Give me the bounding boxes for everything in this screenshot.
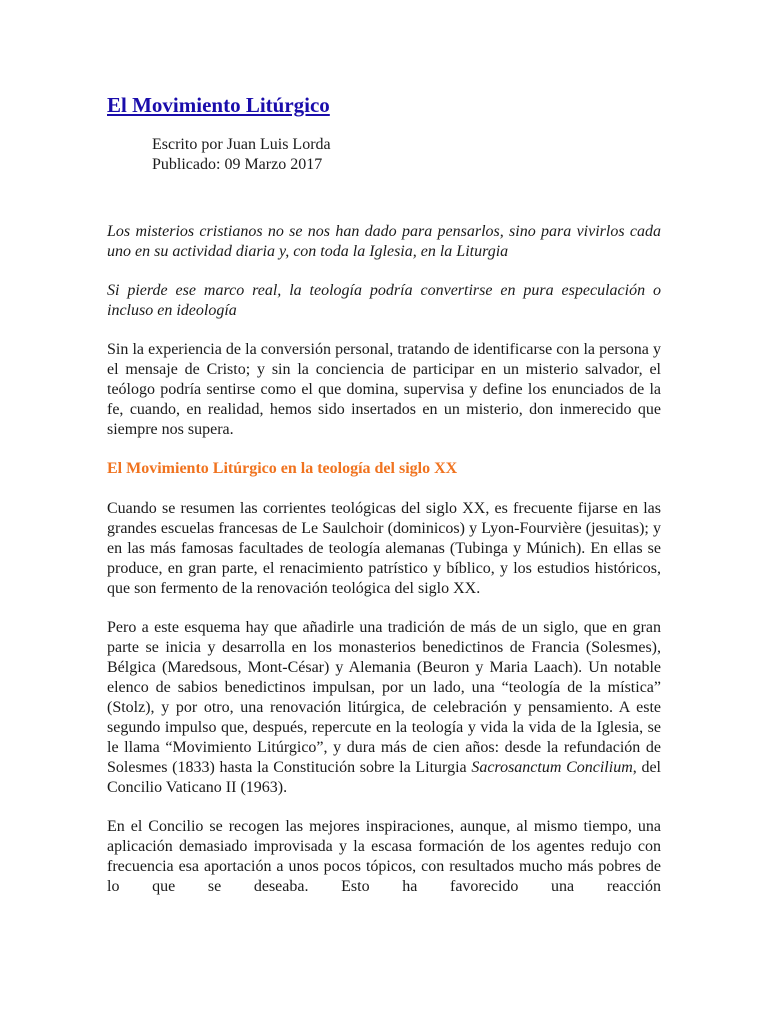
- lead-quote-2: Si pierde ese marco real, la teología podría convertirse en pura especulación o incluso en ideología: [107, 282, 661, 319]
- author-line: Escrito por Juan Luis Lorda: [152, 136, 331, 153]
- lead-quote-1: Los misterios cristianos no se nos han dado para pensarlos, sino para vivirlos cada uno en su actividad diaria y, con toda la Iglesia, en la Liturgia: [107, 223, 661, 260]
- body-paragraph-1: Sin la experiencia de la conversión personal, tratando de identificarse con la persona y el mensaje de Cristo; y sin la conciencia de participar en un misterio salvador, el teólogo podría sentirse como el que domina, supervisa y define los enunciados de la fe, cuando, en realidad, hemos sido insertados en un misterio, don inmerecido que siempre nos supera.: [107, 341, 661, 438]
- published-line: Publicado: 09 Marzo 2017: [152, 156, 323, 173]
- body-paragraph-4: En el Concilio se recogen las mejores inspiraciones, aunque, al mismo tiempo, una aplicación demasiado improvisada y la escasa formación de los agentes redujo con frecuencia esa aportación a unos pocos tópicos, con resultados mucho más pobres de lo que se deseaba. Esto ha favorecido una reacción: [107, 818, 661, 895]
- paragraph-3-text-before: Pero a este esquema hay que añadirle una tradición de más de un siglo, que en gran parte se inicia y desarrolla en los monasterios benedictinos de Francia (Solesmes), Bélgica (Maredsous, Mont-César) y Alemania (Beuron y Maria Laach). Un notable elenco de sabios benedictinos impulsan, por un lado, una “teología de la mística” (Stolz), y por otro, una renovación litúrgica, de celebración y pensamiento. A este segundo impulso que, después, repercute en la teología y vida la vida de la Iglesia, se le llama “Movimiento Litúrgico”, y dura más de cien años: desde la refundación de Solesmes (1833) hasta la Constitución sobre la Liturgia: [107, 619, 661, 776]
- article-meta: [152, 135, 661, 175]
- paragraph-3-text-after: , del Concilio Vaticano II (1963).: [107, 759, 661, 796]
- document-title-italic: Sacrosanctum Concilium: [471, 759, 633, 776]
- body-paragraph-3: [107, 618, 661, 798]
- body-paragraph-2: Cuando se resumen las corrientes teológicas del siglo XX, es frecuente fijarse en las grandes escuelas francesas de Le Saulchoir (dominicos) y Lyon-Fourvière (jesuitas); y en las más famosas facultades de teología alemanas (Tubinga y Múnich). En ellas se produce, en gran parte, el renacimiento patrístico y bíblico, y los estudios históricos, que son fermento de la renovación teológica del siglo XX.: [107, 500, 661, 597]
- article-body: [107, 222, 661, 897]
- article-title-link[interactable]: El Movimiento Litúrgico: [107, 93, 330, 117]
- section-heading: El Movimiento Litúrgico en la teología del siglo XX: [107, 460, 458, 477]
